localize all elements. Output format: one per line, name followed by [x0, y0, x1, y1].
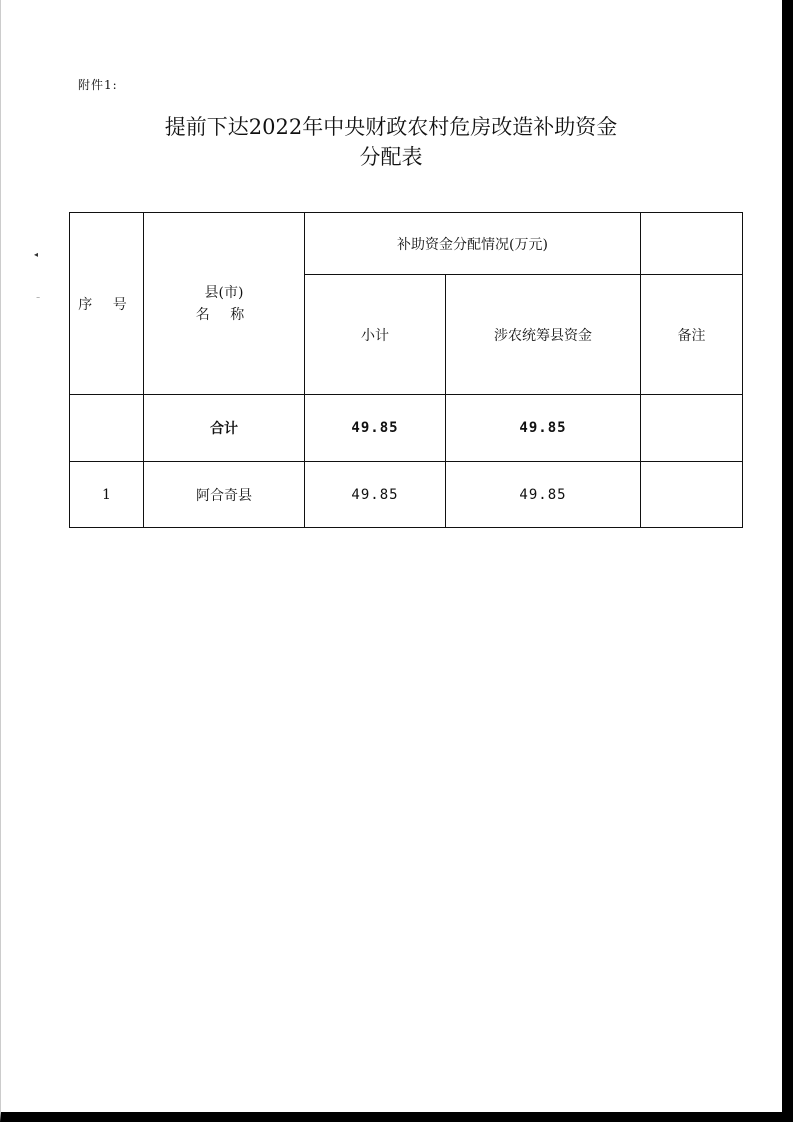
- header-county-line1: 县(市): [204, 284, 244, 301]
- cell-subtotal: 49.85: [305, 395, 446, 462]
- attachment-label: 附件1:: [78, 78, 118, 92]
- cell-seq: [70, 395, 144, 462]
- header-allocation-group: 补助资金分配情况(万元): [305, 213, 641, 275]
- header-subtotal: 小计: [305, 275, 446, 395]
- table-header-row: [70, 213, 743, 275]
- cell-agri-fund: 49.85: [446, 395, 641, 462]
- cell-agri-fund: 49.85: [446, 462, 641, 528]
- header-agri-fund: 涉农统筹县资金: [446, 275, 641, 395]
- scan-speck: ◂: [34, 250, 39, 259]
- table-row: [70, 462, 743, 528]
- cell-remark: [641, 462, 743, 528]
- cell-remark: [641, 395, 743, 462]
- cell-county: 合计: [144, 395, 305, 462]
- header-county-line2: 名 称: [195, 306, 253, 323]
- cell-subtotal: 49.85: [305, 462, 446, 528]
- header-county: [144, 213, 305, 395]
- cell-county: 阿合奇县: [144, 462, 305, 528]
- header-empty-cell: [641, 213, 743, 275]
- document-title: 提前下达2022年中央财政农村危房改造补助资金: [164, 115, 618, 139]
- scan-speck: ⁻: [36, 295, 41, 304]
- document-title-line2: 分配表: [359, 145, 423, 169]
- header-remark: 备注: [641, 275, 743, 395]
- header-seq: 序 号: [70, 213, 144, 395]
- allocation-table: [69, 212, 743, 528]
- table-row-total: [70, 395, 743, 462]
- cell-seq: 1: [70, 462, 144, 528]
